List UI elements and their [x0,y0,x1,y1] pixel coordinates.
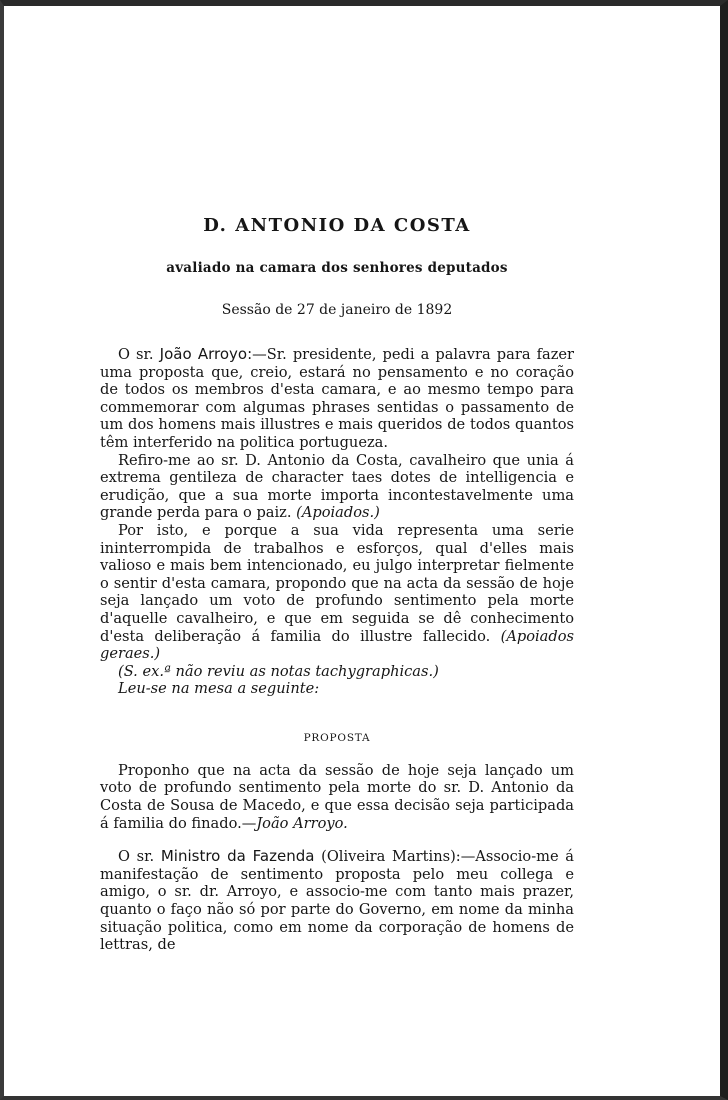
paragraph-3-aside: (Apoiados geraes.) [100,627,574,663]
editorial-note [100,663,574,681]
paragraph-3-text: Por isto, e porque a sua vida representa uma serie ininterrompida de trabalhos e esforços, qual d'elles mais valioso e mais bem intencionado, eu julgo interpretar fielmente o sentir d'esta camara, propondo que na acta da sessão de hoje seja lançado um voto de profundo sentimento pela morte d'aquelle cavalheiro, e que em seguida se dê conhecimento d'esta deliberação á familia do illustre fallecido. [100,521,574,645]
speech-text: (Oliveira Martins):—Associo-me á manifestação de sentimento proposta pelo meu collega e amigo, o sr. dr. Arroyo, e associo-me com tanto mais prazer, quanto o faço não só por parte do Governo, em nome da minha situação politica, como em nome da corporação de homens de lettras, de [100,848,575,954]
reading-note-text: Leu-se na mesa a seguinte: [118,680,320,698]
proposal-body: Proponho que na acta da sessão de hoje seja lançado um voto de profundo sentimento pela morte do sr. D. Antonio da Costa de Sousa de Macedo, e que essa decisão seja participada á familia do finado.— [100,761,574,832]
paragraph-2-text: Refiro-me ao sr. D. Antonio da Costa, cavalheiro que unia á extrema gentileza de character taes dotes de intelligencia e erudição, que a sua morte importa incontestavelmente uma grande perda para o paiz. [100,451,574,522]
speech-lead: O sr. [118,346,154,363]
speech-arroyo-paragraph [100,346,574,452]
section-gap [100,832,574,848]
document-page [100,215,574,954]
paragraph-3 [100,522,574,663]
session-date: Sessão de 27 de janeiro de 1892 [221,302,453,318]
proposal-heading: PROPOSTA [303,731,371,744]
paragraph-2-aside: (Apoiados.) [296,504,380,522]
editorial-note-text: (S. ex.ª não reviu as notas tachygraphicas.) [118,662,439,680]
speech-lead: O sr. [118,848,155,866]
document-title: D. ANTONIO DA COSTA [203,215,471,236]
speech-minister-paragraph [100,848,574,954]
document-subtitle: avaliado na camara dos senhores deputados [166,260,508,276]
speech-text: —Sr. presidente, pedi a palavra para fazer uma proposta que, creio, estará no pensamento e no coração de todos os membros d'esta camara, e ao mesmo tempo para commemorar com algumas phrases sentidas o passamento de um dos homens mais illustres e mais queridos de todos quantos têm interferido na politica portugueza. [100,346,575,451]
proposal-text [100,762,574,832]
paragraph-2 [100,452,574,522]
speaker-name: Ministro da Fazenda [160,847,315,866]
proposal-signature: João Arroyo. [256,814,348,832]
speaker-name: João Arroyo: [159,345,253,363]
reading-note [100,680,574,698]
